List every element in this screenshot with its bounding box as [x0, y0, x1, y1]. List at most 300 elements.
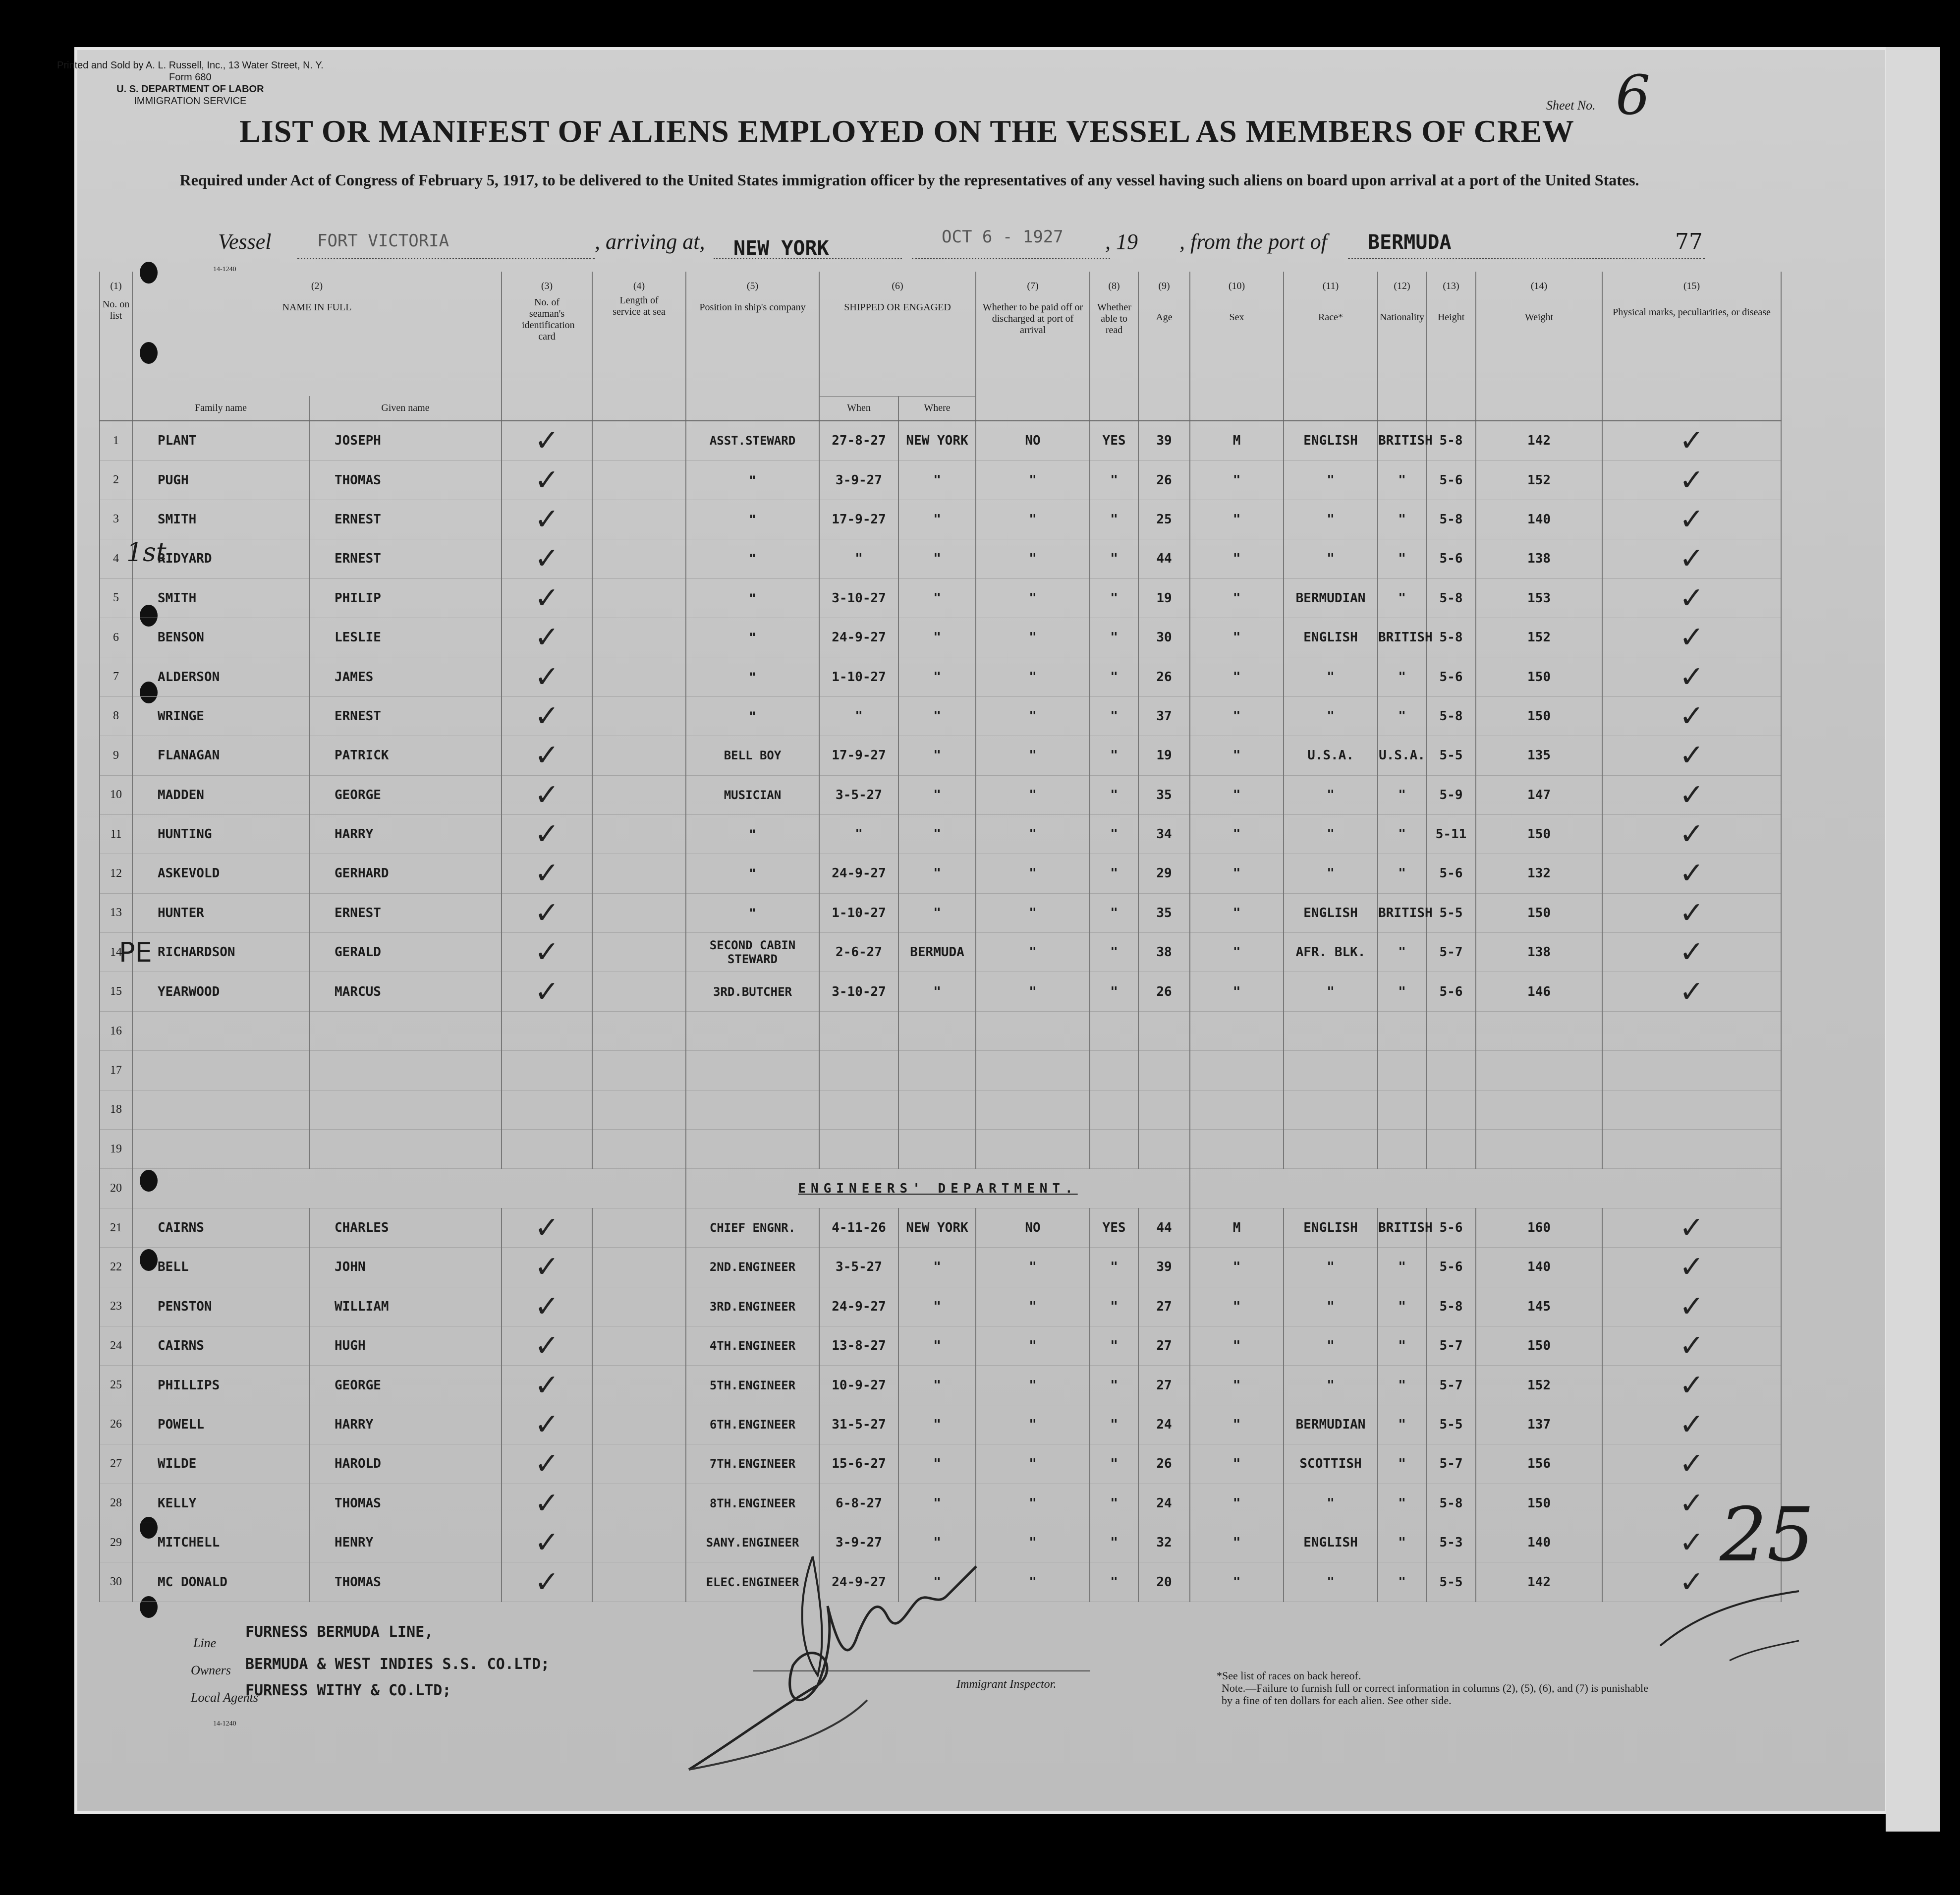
row-number: 26	[100, 1405, 132, 1444]
given-name-cell: HARRY	[309, 814, 502, 854]
position-cell: "	[686, 854, 819, 893]
race-cell: "	[1284, 1366, 1378, 1405]
id-card-cell	[502, 1287, 592, 1326]
department-name: U. S. DEPARTMENT OF LABOR	[116, 84, 264, 95]
page-subtitle: Required under Act of Congress of February 5, 1917, to be delivered to the United States immigration officer by the representatives of any vessel having such aliens on board upon arrival at a port of the United States.	[179, 171, 1639, 189]
height-cell: 5-7	[1426, 1326, 1476, 1365]
sex-cell: "	[1190, 972, 1284, 1011]
shipped-where-cell: "	[898, 500, 976, 539]
footer-form-code: 14-1240	[213, 1720, 236, 1727]
header-length-service: Length of service at sea	[592, 292, 686, 421]
row-number: 29	[100, 1523, 132, 1562]
physical-marks-cell	[1602, 1208, 1781, 1247]
shipped-where-cell: "	[898, 696, 976, 736]
row-number: 21	[100, 1208, 132, 1247]
header-height: Height	[1426, 292, 1476, 421]
service-length-cell	[592, 814, 686, 854]
height-cell: 5-5	[1426, 1405, 1476, 1444]
shipped-where-cell: "	[898, 814, 976, 854]
check-mark-icon: ✓	[1679, 856, 1704, 891]
age-cell: 44	[1138, 539, 1190, 578]
position-cell: "	[686, 500, 819, 539]
id-card-cell	[502, 1484, 592, 1523]
id-card-cell	[502, 618, 592, 657]
height-cell: 5-8	[1426, 696, 1476, 736]
check-mark-icon: ✓	[1679, 1486, 1704, 1521]
age-cell: 37	[1138, 696, 1190, 736]
weight-cell: 153	[1476, 578, 1602, 618]
printer-imprint	[57, 59, 324, 107]
age-cell: 35	[1138, 775, 1190, 814]
service-length-cell	[592, 460, 686, 500]
sex-cell: "	[1190, 1523, 1284, 1562]
sex-cell: M	[1190, 1208, 1284, 1247]
inspector-signature	[669, 1537, 1016, 1784]
race-cell	[1284, 1090, 1378, 1129]
shipped-where-cell: "	[898, 460, 976, 500]
sex-cell	[1190, 1011, 1284, 1050]
col-num: (10)	[1190, 272, 1284, 292]
able-to-read-cell: "	[1090, 814, 1138, 854]
shipped-when-cell	[819, 1051, 898, 1090]
table-row	[100, 972, 1781, 1011]
shipped-when-cell: 3-9-27	[819, 1523, 898, 1562]
family-name-cell	[132, 1011, 309, 1050]
service-length-cell	[592, 696, 686, 736]
family-name-cell: MITCHELL	[132, 1523, 309, 1562]
paid-off-cell: "	[976, 696, 1090, 736]
margin-note-total: 25	[1720, 1492, 1814, 1578]
sex-cell: M	[1190, 421, 1284, 460]
family-name-cell: FLANAGAN	[132, 736, 309, 775]
check-mark-icon: ✓	[534, 659, 560, 694]
family-name-cell: PLANT	[132, 421, 309, 460]
family-name-cell: PHILLIPS	[132, 1366, 309, 1405]
header-race: Race*	[1284, 292, 1378, 421]
race-cell: "	[1284, 972, 1378, 1011]
check-mark-icon: ✓	[534, 462, 560, 498]
family-name-cell: HUNTING	[132, 814, 309, 854]
id-card-cell	[502, 1090, 592, 1129]
check-mark-icon: ✓	[534, 1368, 560, 1403]
height-cell: 5-7	[1426, 933, 1476, 972]
paid-off-cell: "	[976, 972, 1090, 1011]
date-stamp: OCT 6 - 1927	[942, 227, 1064, 247]
paid-off-cell	[976, 1130, 1090, 1169]
arriving-label: , arriving at,	[595, 230, 705, 254]
able-to-read-cell	[1090, 1011, 1138, 1050]
table-row	[100, 1208, 1781, 1247]
given-name-cell: JOHN	[309, 1248, 502, 1287]
sex-cell: "	[1190, 814, 1284, 854]
race-cell: "	[1284, 460, 1378, 500]
able-to-read-cell: "	[1090, 1562, 1138, 1602]
check-mark-icon: ✓	[1679, 1564, 1704, 1600]
physical-marks-cell	[1602, 1248, 1781, 1287]
arrival-port: NEW YORK	[733, 237, 829, 260]
check-mark-icon: ✓	[1679, 1210, 1704, 1245]
able-to-read-cell: "	[1090, 1366, 1138, 1405]
height-cell: 5-9	[1426, 775, 1476, 814]
age-cell: 19	[1138, 736, 1190, 775]
line-label: Line	[193, 1636, 217, 1650]
shipped-where-cell: "	[898, 1484, 976, 1523]
service-length-cell	[592, 618, 686, 657]
table-row	[100, 1130, 1781, 1169]
paid-off-cell: "	[976, 814, 1090, 854]
height-cell: 5-6	[1426, 1208, 1476, 1247]
race-cell: "	[1284, 696, 1378, 736]
weight-cell: 152	[1476, 618, 1602, 657]
form-number: Form 680	[169, 72, 212, 83]
age-cell: 39	[1138, 1248, 1190, 1287]
nationality-cell: "	[1378, 814, 1426, 854]
physical-marks-cell	[1602, 1326, 1781, 1365]
shipped-where-cell: "	[898, 972, 976, 1011]
nationality-cell: "	[1378, 500, 1426, 539]
given-name-cell: HAROLD	[309, 1444, 502, 1484]
service-length-cell	[592, 1051, 686, 1090]
nationality-cell: "	[1378, 1287, 1426, 1326]
shipped-when-cell: 4-11-26	[819, 1208, 898, 1247]
sex-cell: "	[1190, 1405, 1284, 1444]
id-card-cell	[502, 1366, 592, 1405]
check-mark-icon: ✓	[534, 698, 560, 734]
physical-marks-cell	[1602, 1090, 1781, 1129]
age-cell: 20	[1138, 1562, 1190, 1602]
shipped-when-cell: "	[819, 814, 898, 854]
age-cell: 29	[1138, 854, 1190, 893]
age-cell: 38	[1138, 933, 1190, 972]
crew-manifest-table	[99, 272, 1782, 1602]
weight-cell: 138	[1476, 933, 1602, 972]
row-number: 17	[100, 1051, 132, 1090]
given-name-cell: HENRY	[309, 1523, 502, 1562]
id-card-cell	[502, 657, 592, 696]
sex-cell: "	[1190, 1326, 1284, 1365]
able-to-read-cell: "	[1090, 1248, 1138, 1287]
shipped-when-cell: 3-9-27	[819, 460, 898, 500]
given-name-cell: JOSEPH	[309, 421, 502, 460]
shipped-where-cell: BERMUDA	[898, 933, 976, 972]
check-mark-icon: ✓	[1679, 659, 1704, 694]
sex-cell: "	[1190, 1287, 1284, 1326]
id-card-cell	[502, 736, 592, 775]
paid-off-cell: "	[976, 657, 1090, 696]
position-cell: MUSICIAN	[686, 775, 819, 814]
shipped-where-cell: NEW YORK	[898, 421, 976, 460]
race-cell: ENGLISH	[1284, 421, 1378, 460]
height-cell: 5-6	[1426, 854, 1476, 893]
check-mark-icon: ✓	[534, 1446, 560, 1482]
id-card-cell	[502, 775, 592, 814]
corner-number: 77	[1675, 229, 1703, 254]
given-name-cell: GEORGE	[309, 1366, 502, 1405]
given-name-cell: MARCUS	[309, 972, 502, 1011]
row-number: 4	[100, 539, 132, 578]
col-num: (13)	[1426, 272, 1476, 292]
shipped-where-cell: "	[898, 1366, 976, 1405]
given-name-cell: GEORGE	[309, 775, 502, 814]
height-cell	[1426, 1130, 1476, 1169]
row-number: 10	[100, 775, 132, 814]
weight-cell: 146	[1476, 972, 1602, 1011]
weight-cell: 152	[1476, 1366, 1602, 1405]
sex-cell: "	[1190, 736, 1284, 775]
family-name-cell: WILDE	[132, 1444, 309, 1484]
age-cell: 35	[1138, 893, 1190, 932]
check-mark-icon: ✓	[534, 895, 560, 930]
weight-cell: 150	[1476, 893, 1602, 932]
paid-off-cell	[976, 1011, 1090, 1050]
sex-cell: "	[1190, 696, 1284, 736]
position-cell	[686, 1051, 819, 1090]
check-mark-icon: ✓	[1679, 462, 1704, 498]
check-mark-icon: ✓	[1679, 541, 1704, 576]
col-num: (8)	[1090, 272, 1138, 292]
row-number: 28	[100, 1484, 132, 1523]
column-header-row	[100, 292, 1781, 396]
age-cell: 24	[1138, 1484, 1190, 1523]
header-shipped-engaged: SHIPPED OR ENGAGED	[819, 292, 976, 396]
table-row	[100, 500, 1781, 539]
check-mark-icon: ✓	[1679, 580, 1704, 616]
shipped-when-cell: 2-6-27	[819, 933, 898, 972]
height-cell	[1426, 1090, 1476, 1129]
sex-cell: "	[1190, 775, 1284, 814]
row-number: 18	[100, 1090, 132, 1129]
family-name-cell: SMITH	[132, 578, 309, 618]
position-cell: "	[686, 539, 819, 578]
shipped-where-cell: "	[898, 539, 976, 578]
nationality-cell	[1378, 1130, 1426, 1169]
weight-cell: 147	[1476, 775, 1602, 814]
family-name-cell	[132, 1051, 309, 1090]
check-mark-icon: ✓	[534, 1289, 560, 1324]
weight-cell	[1476, 1130, 1602, 1169]
header-id-card: No. of seaman's identification card	[502, 292, 592, 421]
given-name-cell: GERHARD	[309, 854, 502, 893]
header-when: When	[819, 396, 898, 421]
position-cell: "	[686, 814, 819, 854]
table-row	[100, 618, 1781, 657]
position-cell: ASST.STEWARD	[686, 421, 819, 460]
id-card-cell	[502, 539, 592, 578]
race-cell: "	[1284, 1484, 1378, 1523]
check-mark-icon: ✓	[534, 1250, 560, 1285]
check-mark-icon: ✓	[1679, 1368, 1704, 1403]
service-length-cell	[592, 1326, 686, 1365]
physical-marks-cell	[1602, 500, 1781, 539]
service-length-cell	[592, 893, 686, 932]
position-cell: BELL BOY	[686, 736, 819, 775]
sex-cell: "	[1190, 1366, 1284, 1405]
table-row	[100, 775, 1781, 814]
age-cell	[1138, 1090, 1190, 1129]
shipped-where-cell: "	[898, 893, 976, 932]
height-cell: 5-6	[1426, 972, 1476, 1011]
port-dotted-line	[1348, 258, 1705, 259]
able-to-read-cell: YES	[1090, 421, 1138, 460]
shipped-when-cell: 17-9-27	[819, 736, 898, 775]
service-length-cell	[592, 1130, 686, 1169]
physical-marks-cell	[1602, 618, 1781, 657]
able-to-read-cell: "	[1090, 618, 1138, 657]
position-cell: ELEC.ENGINEER	[686, 1562, 819, 1602]
inspector-label: Immigrant Inspector.	[956, 1678, 1057, 1691]
nationality-cell: "	[1378, 1405, 1426, 1444]
penalty-note: Note.—Failure to furnish full or correct information in columns (2), (5), (6), and (7) is punishable by a fine of ten dollars for each alien. See other side.	[1222, 1682, 1648, 1707]
header-paid-off: Whether to be paid off or discharged at port of arrival	[976, 292, 1090, 421]
id-card-cell	[502, 1562, 592, 1602]
physical-marks-cell	[1602, 1287, 1781, 1326]
position-cell: CHIEF ENGNR.	[686, 1208, 819, 1247]
weight-cell: 132	[1476, 854, 1602, 893]
header-no-on-list: No. on list	[100, 292, 132, 421]
col-num: (1)	[100, 272, 132, 292]
physical-marks-cell	[1602, 578, 1781, 618]
row-number: 13	[100, 893, 132, 932]
race-cell: ENGLISH	[1284, 1523, 1378, 1562]
departure-port: BERMUDA	[1368, 231, 1452, 254]
family-name-cell: RICHARDSON	[132, 933, 309, 972]
weight-cell	[1476, 1090, 1602, 1129]
weight-cell: 160	[1476, 1208, 1602, 1247]
position-cell: "	[686, 696, 819, 736]
id-card-cell	[502, 933, 592, 972]
height-cell: 5-8	[1426, 618, 1476, 657]
check-mark-icon: ✓	[534, 856, 560, 891]
able-to-read-cell: "	[1090, 578, 1138, 618]
family-name-cell: POWELL	[132, 1405, 309, 1444]
nationality-cell: BRITISH	[1378, 893, 1426, 932]
race-cell: "	[1284, 814, 1378, 854]
position-cell: 7TH.ENGINEER	[686, 1444, 819, 1484]
sex-cell: "	[1190, 1562, 1284, 1602]
service-length-cell	[592, 1090, 686, 1129]
age-cell: 25	[1138, 500, 1190, 539]
service-length-cell	[592, 421, 686, 460]
service-length-cell	[592, 1287, 686, 1326]
family-name-cell: CAIRNS	[132, 1326, 309, 1365]
table-row	[100, 736, 1781, 775]
paid-off-cell: NO	[976, 1208, 1090, 1247]
col-num: (11)	[1284, 272, 1378, 292]
margin-note-first: 1st	[126, 538, 167, 568]
col-num: (3)	[502, 272, 592, 292]
paid-off-cell: "	[976, 775, 1090, 814]
shipped-where-cell	[898, 1011, 976, 1050]
position-cell: 2ND.ENGINEER	[686, 1248, 819, 1287]
family-name-cell: MC DONALD	[132, 1562, 309, 1602]
family-name-cell: MADDEN	[132, 775, 309, 814]
age-cell: 27	[1138, 1287, 1190, 1326]
table-row	[100, 1444, 1781, 1484]
nationality-cell	[1378, 1011, 1426, 1050]
sex-cell: "	[1190, 1444, 1284, 1484]
paid-off-cell: "	[976, 539, 1090, 578]
physical-marks-cell	[1602, 775, 1781, 814]
nationality-cell: U.S.A.	[1378, 736, 1426, 775]
race-cell: "	[1284, 775, 1378, 814]
shipped-when-cell: "	[819, 696, 898, 736]
able-to-read-cell: "	[1090, 933, 1138, 972]
service-length-cell	[592, 1011, 686, 1050]
age-cell	[1138, 1011, 1190, 1050]
nationality-cell: "	[1378, 696, 1426, 736]
physical-marks-cell	[1602, 421, 1781, 460]
given-name-cell: ERNEST	[309, 500, 502, 539]
shipped-where-cell	[898, 1130, 976, 1169]
paid-off-cell: "	[976, 1444, 1090, 1484]
weight-cell: 150	[1476, 814, 1602, 854]
weight-cell: 150	[1476, 657, 1602, 696]
able-to-read-cell: "	[1090, 657, 1138, 696]
position-cell: SECOND CABIN STEWARD	[686, 933, 819, 972]
column-number-row	[100, 272, 1781, 292]
weight-cell: 150	[1476, 1484, 1602, 1523]
table-row	[100, 421, 1781, 460]
physical-marks-cell	[1602, 1011, 1781, 1050]
weight-cell: 150	[1476, 696, 1602, 736]
year-prefix: , 19	[1105, 230, 1138, 254]
margin-note-pe: PE	[119, 937, 152, 968]
empty-cell	[1190, 1169, 1781, 1208]
weight-cell: 156	[1476, 1444, 1602, 1484]
physical-marks-cell	[1602, 893, 1781, 932]
given-name-cell	[309, 1011, 502, 1050]
position-cell: "	[686, 618, 819, 657]
age-cell: 26	[1138, 1444, 1190, 1484]
table-row	[100, 1405, 1781, 1444]
header-name-in-full: NAME IN FULL	[132, 292, 502, 396]
table-row	[100, 1287, 1781, 1326]
weight-cell: 138	[1476, 539, 1602, 578]
paid-off-cell: "	[976, 460, 1090, 500]
physical-marks-cell	[1602, 657, 1781, 696]
shipped-when-cell: "	[819, 539, 898, 578]
check-mark-icon: ✓	[1679, 1289, 1704, 1324]
given-name-cell	[309, 1051, 502, 1090]
manifest-rows	[100, 421, 1781, 1602]
physical-marks-cell	[1602, 933, 1781, 972]
position-cell: "	[686, 460, 819, 500]
id-card-cell	[502, 854, 592, 893]
check-mark-icon: ✓	[1679, 935, 1704, 970]
shipped-when-cell: 13-8-27	[819, 1326, 898, 1365]
service-length-cell	[592, 1444, 686, 1484]
position-cell: 3RD.ENGINEER	[686, 1287, 819, 1326]
shipped-when-cell: 3-5-27	[819, 775, 898, 814]
table-row	[100, 854, 1781, 893]
check-mark-icon: ✓	[1679, 620, 1704, 655]
shipped-where-cell: "	[898, 854, 976, 893]
age-cell: 39	[1138, 421, 1190, 460]
family-name-cell	[132, 1090, 309, 1129]
nationality-cell: "	[1378, 1562, 1426, 1602]
race-cell: ENGLISH	[1284, 1208, 1378, 1247]
table-row	[100, 933, 1781, 972]
sex-cell	[1190, 1090, 1284, 1129]
able-to-read-cell: "	[1090, 1484, 1138, 1523]
given-name-cell	[309, 1130, 502, 1169]
physical-marks-cell	[1602, 696, 1781, 736]
service-length-cell	[592, 736, 686, 775]
id-card-cell	[502, 1051, 592, 1090]
given-name-cell: PATRICK	[309, 736, 502, 775]
service-length-cell	[592, 578, 686, 618]
row-number: 23	[100, 1287, 132, 1326]
